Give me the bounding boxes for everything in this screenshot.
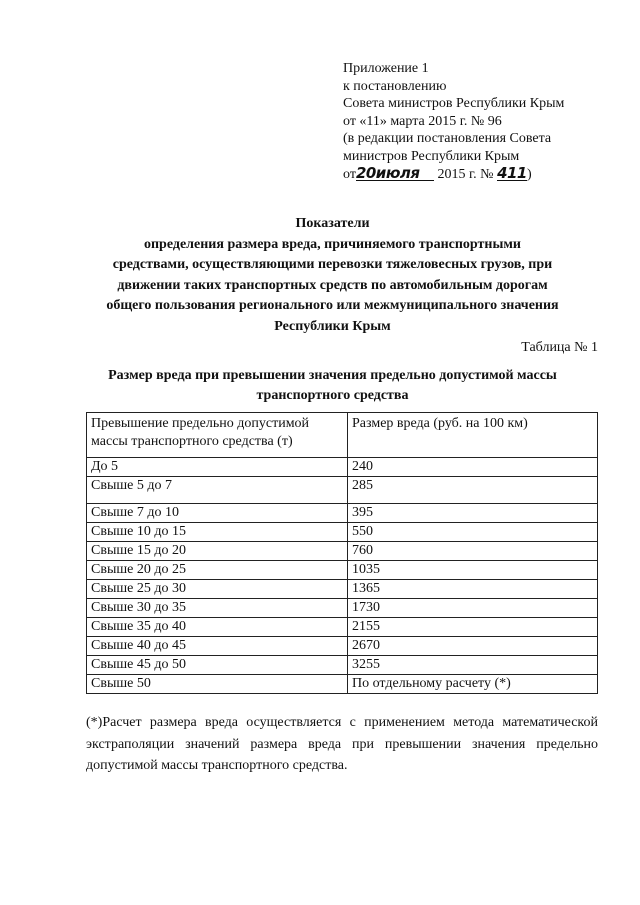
table-cell: Свыше 50 (87, 675, 348, 694)
table-cell: 285 (348, 477, 598, 504)
table-number: Таблица № 1 (521, 340, 598, 355)
table-cell: 1365 (348, 580, 598, 599)
handwritten-number: 411 (497, 163, 527, 182)
table-cell: Свыше 40 до 45 (87, 637, 348, 656)
table-row (87, 542, 598, 561)
table-cell: 240 (348, 458, 598, 477)
table-cell: Свыше 45 до 50 (87, 656, 348, 675)
column-header: Превышение предельно допустимой массы транспортного средства (т) (87, 413, 348, 458)
appendix-line: от «11» марта 2015 г. № 96 (343, 113, 502, 129)
table-cell: 760 (348, 542, 598, 561)
table-cell: Свыше 5 до 7 (87, 477, 348, 504)
table-row (87, 580, 598, 599)
table-row (87, 561, 598, 580)
table-row (87, 458, 598, 477)
table-cell: До 5 (87, 458, 348, 477)
table-cell: 550 (348, 523, 598, 542)
amendment-suffix: ) (526, 166, 532, 182)
table-cell: Свыше 35 до 40 (87, 618, 348, 637)
appendix-line: министров Республики Крым (343, 148, 520, 164)
appendix-header (343, 60, 613, 183)
title-line: Показатели (295, 216, 370, 231)
table-cell: 2155 (348, 618, 598, 637)
amendment-prefix: от (343, 166, 356, 182)
document-title (60, 214, 605, 337)
title-line: Республики Крым (274, 318, 391, 334)
table-cell: Свыше 15 до 20 (87, 542, 348, 561)
table-cell: 1730 (348, 599, 598, 618)
table-cell: 1035 (348, 561, 598, 580)
table-row (87, 599, 598, 618)
table-cell: Свыше 25 до 30 (87, 580, 348, 599)
damage-table (86, 412, 598, 694)
table-row (87, 504, 598, 523)
table-row (87, 523, 598, 542)
title-line: общего пользования регионального или межмуниципального значения (106, 298, 559, 313)
table-title: Размер вреда при превышении значения предельно допустимой массы транспортного средства (108, 368, 557, 403)
table-row (87, 656, 598, 675)
appendix-line: Приложение 1 (343, 61, 429, 76)
table-row (87, 675, 598, 694)
title-line: определения размера вреда, причиняемого транспортными (143, 236, 521, 252)
table-cell: Свыше 30 до 35 (87, 599, 348, 618)
table-cell: 395 (348, 504, 598, 523)
appendix-line: к постановлению (343, 78, 447, 94)
table-cell: Свыше 20 до 25 (87, 561, 348, 580)
table-header-row (87, 413, 598, 458)
appendix-line: Совета министров Республики Крым (343, 96, 565, 112)
footnote: (*)Расчет размера вреда осуществляется с применением метода математической экстраполяции значений размера вреда при превышении значения предельно допустимой массы транспортного средства. (86, 715, 598, 773)
table-row (87, 618, 598, 637)
appendix-line: (в редакции постановления Совета (343, 131, 552, 147)
column-header: Размер вреда (руб. на 100 км) (348, 413, 598, 458)
title-line: средствами, осуществляющими перевозки тяжеловесных грузов, при (112, 257, 553, 272)
handwritten-date: 20июля (356, 166, 434, 181)
appendix-amendment-line (343, 163, 613, 184)
table-cell: Свыше 10 до 15 (87, 523, 348, 542)
amendment-middle: 2015 г. № (437, 166, 494, 182)
table-cell: 3255 (348, 656, 598, 675)
table-row (87, 637, 598, 656)
table-cell: По отдельному расчету (*) (348, 675, 598, 694)
table-row (87, 477, 598, 504)
title-line: движении таких транспортных средств по автомобильным дорогам (117, 277, 548, 293)
table-cell: Свыше 7 до 10 (87, 504, 348, 523)
table-cell: 2670 (348, 637, 598, 656)
